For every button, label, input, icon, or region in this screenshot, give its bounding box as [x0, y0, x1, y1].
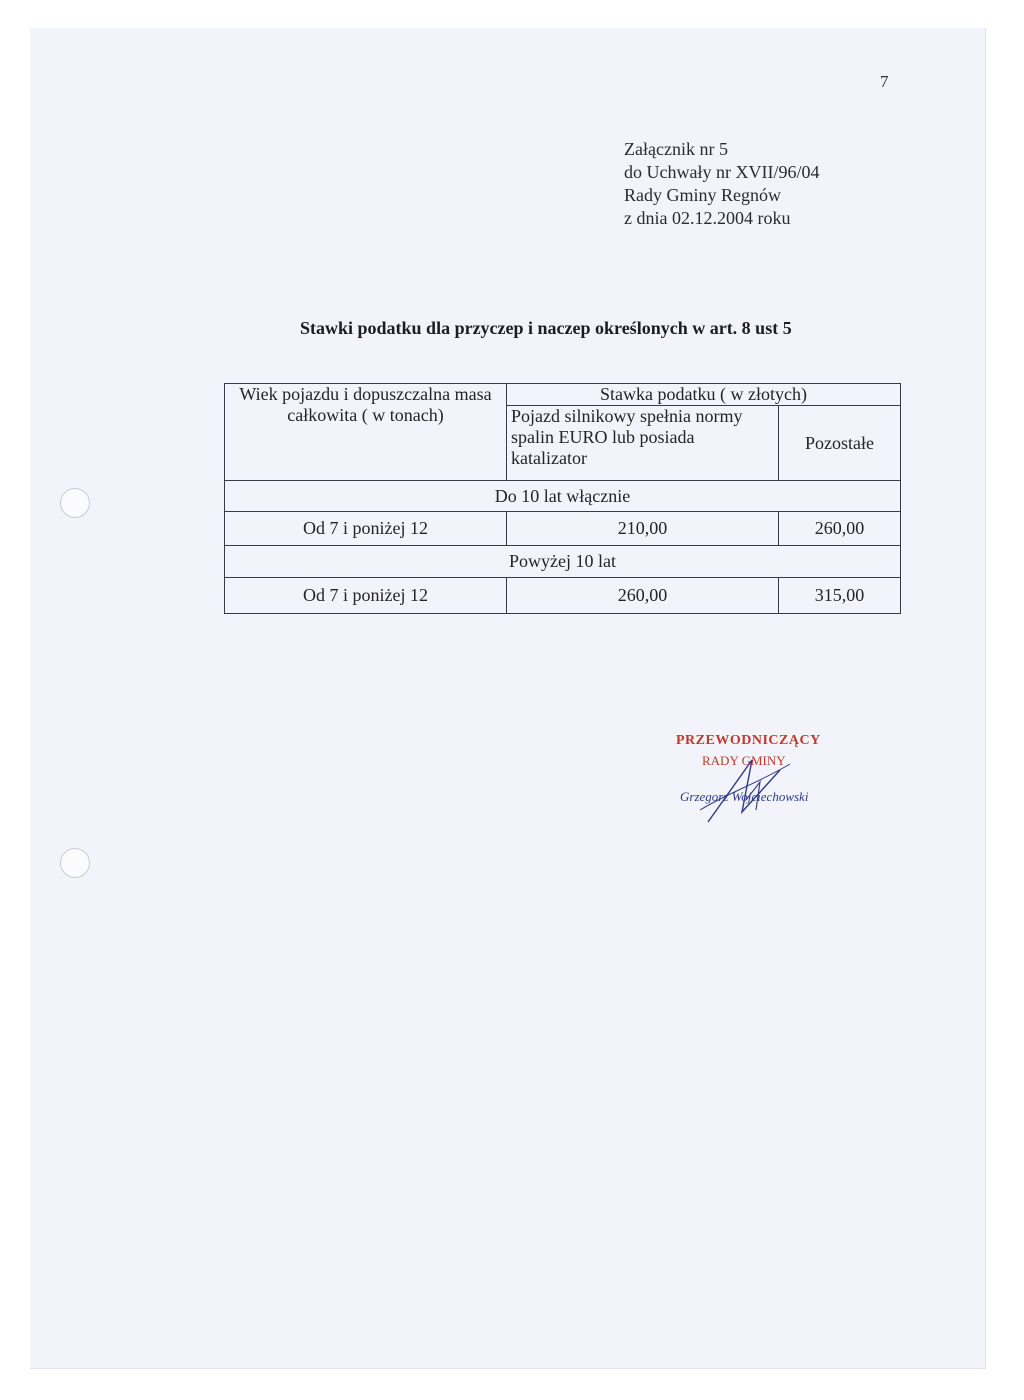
punch-hole	[60, 488, 90, 518]
row-rate-euro: 260,00	[507, 578, 779, 614]
document-title: Stawki podatku dla przyczep i naczep określonych w art. 8 ust 5	[300, 318, 792, 338]
header-other-vehicles: Pozostałe	[779, 406, 901, 481]
attachment-line: z dnia 02.12.2004 roku	[624, 208, 791, 228]
attachment-line: Załącznik nr 5	[624, 139, 728, 159]
handwritten-signature	[690, 752, 800, 827]
stamp-title: PRZEWODNICZĄCY	[676, 733, 821, 748]
punch-hole	[60, 848, 90, 878]
header-age-mass: Wiek pojazdu i dopuszczalna masa całkowita ( w tonach)	[225, 384, 507, 481]
row-rate-other: 315,00	[779, 578, 901, 614]
document-sheet	[30, 28, 986, 1369]
section-over-10-years: Powyżej 10 lat	[225, 546, 901, 578]
section-up-to-10-years: Do 10 lat włącznie	[225, 481, 901, 512]
stamp-council: RADY GMINY	[702, 753, 786, 768]
header-euro-vehicle: Pojazd silnikowy spełnia normy spalin EURO lub posiada katalizator	[507, 406, 779, 481]
tax-rate-table	[224, 383, 901, 614]
header-tax-rate: Stawka podatku ( w złotych)	[507, 384, 901, 406]
page-number: 7	[880, 72, 889, 91]
row-mass: Od 7 i poniżej 12	[225, 578, 507, 614]
attachment-header	[624, 138, 819, 230]
row-rate-euro: 210,00	[507, 512, 779, 546]
attachment-line: Rady Gminy Regnów	[624, 185, 781, 205]
row-mass: Od 7 i poniżej 12	[225, 512, 507, 546]
attachment-line: do Uchwały nr XVII/96/04	[624, 162, 820, 182]
row-rate-other: 260,00	[779, 512, 901, 546]
stamp-name: Grzegorz Wojciechowski	[680, 789, 809, 804]
